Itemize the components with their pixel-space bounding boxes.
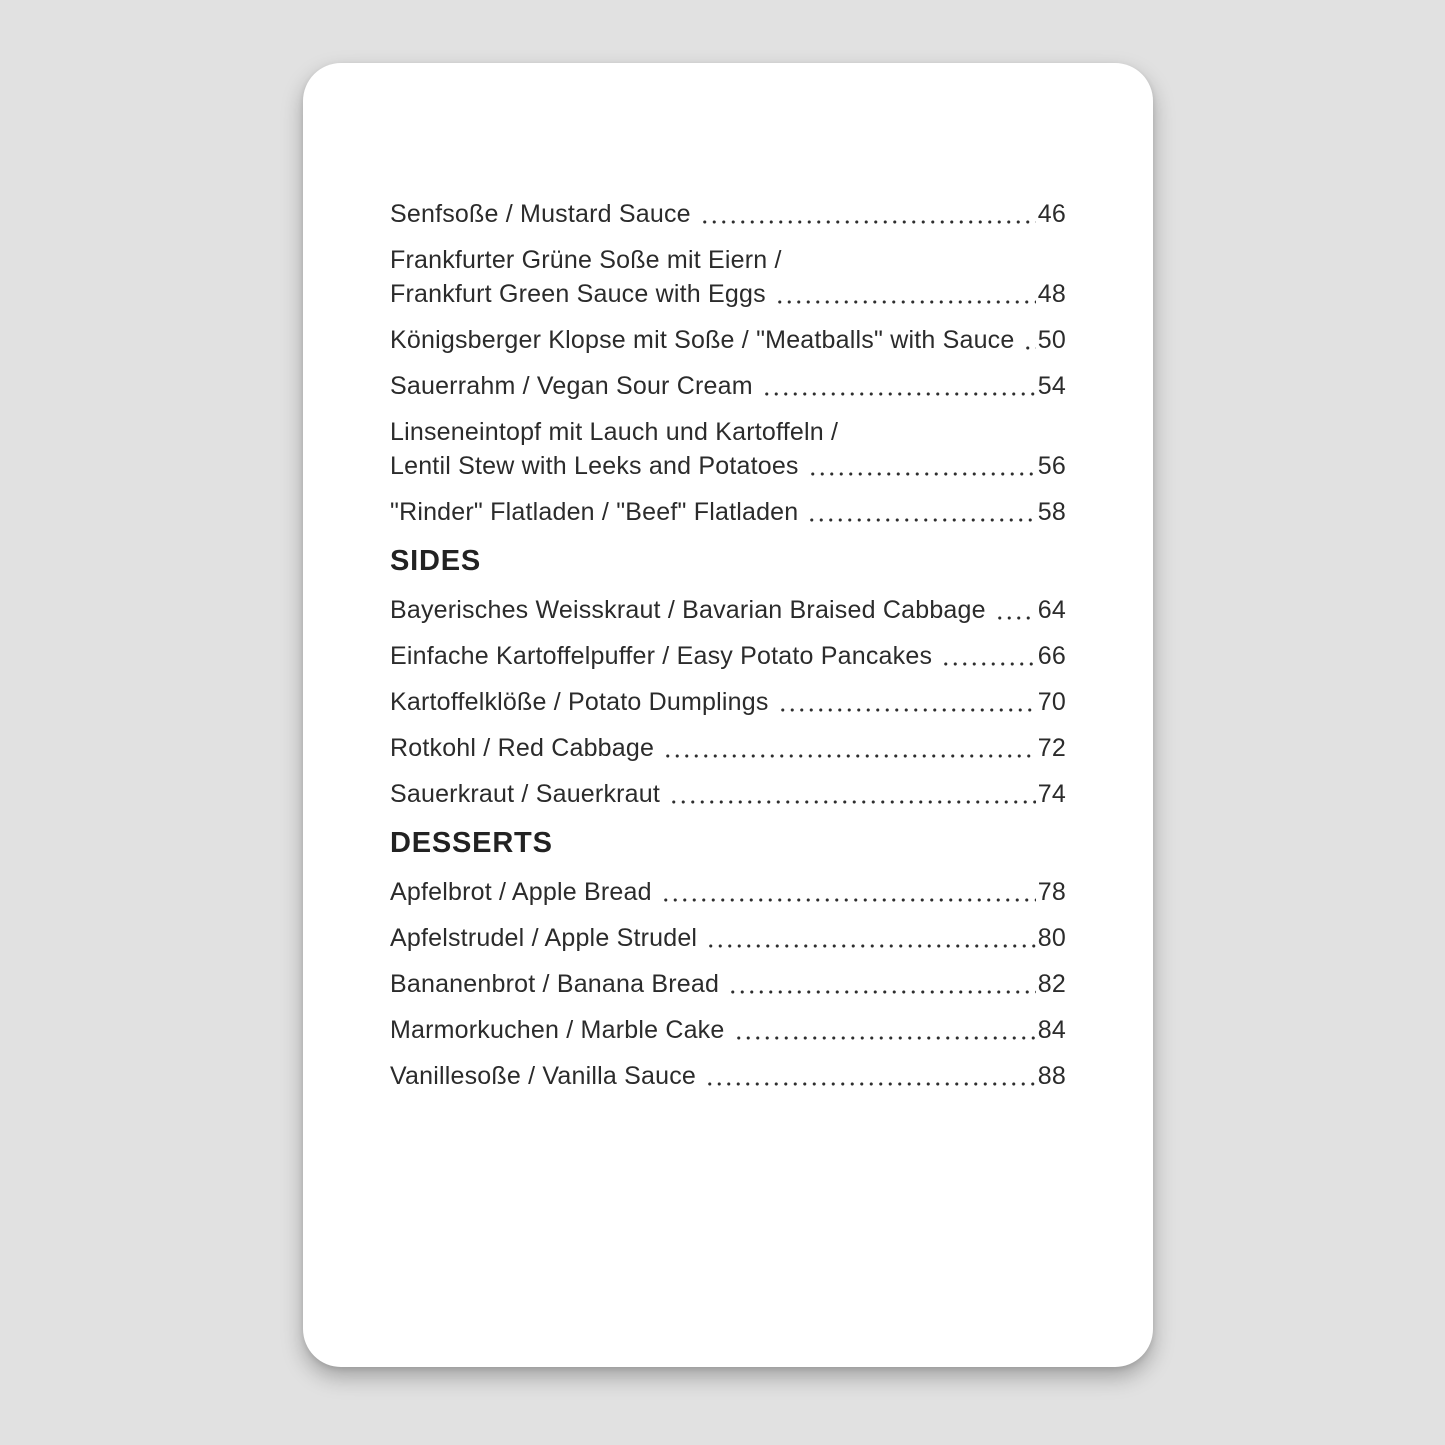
toc-entry-line: [390, 639, 1066, 673]
toc-entry-title: Sauerkraut / Sauerkraut: [390, 780, 661, 808]
toc-page-number: 74: [1037, 780, 1066, 808]
toc-entry-title: Sauerrahm / Vegan Sour Cream: [390, 372, 753, 400]
toc-page-number: 88: [1037, 1062, 1066, 1090]
toc-leader-dots: [805, 495, 1035, 529]
toc-page-number: 70: [1037, 688, 1066, 716]
toc-entry: [390, 967, 1066, 1001]
toc-entry-title: Kartoffelklöße / Potato Dumplings: [390, 688, 769, 716]
toc-entry: [390, 875, 1066, 909]
toc-entry-line: [390, 777, 1066, 811]
toc-entry: [390, 323, 1066, 357]
toc-entry-title: Vanillesoße / Vanilla Sauce: [390, 1062, 697, 1090]
toc-page-number: 80: [1037, 924, 1066, 952]
toc-entry-line: [390, 1059, 1066, 1093]
toc-entry-title: Lentil Stew with Leeks and Potatoes: [390, 452, 799, 480]
toc-entry-title: Bayerisches Weisskraut / Bavarian Braised Cabbage: [390, 596, 986, 624]
toc-entry-line: [390, 277, 1066, 311]
toc-page-number: 46: [1037, 200, 1066, 228]
toc-entry-line: [390, 593, 1066, 627]
toc-entry-line: [390, 449, 1066, 483]
toc-entry-line: [390, 495, 1066, 529]
toc-leader-dots: [732, 1013, 1036, 1047]
toc-entry: [390, 243, 1066, 311]
toc-entry-line: [390, 415, 1066, 449]
toc-page-number: 56: [1037, 452, 1066, 480]
toc-page-number: 84: [1037, 1016, 1066, 1044]
toc-entry-line: [390, 197, 1066, 231]
table-of-contents: [303, 63, 1153, 1093]
toc-entry-title: Marmorkuchen / Marble Cake: [390, 1016, 725, 1044]
toc-entry: [390, 593, 1066, 627]
toc-entry-title: Frankfurt Green Sauce with Eggs: [390, 280, 766, 308]
toc-entry-title: Rotkohl / Red Cabbage: [390, 734, 655, 762]
toc-page-number: 64: [1037, 596, 1066, 624]
toc-page-number: 54: [1037, 372, 1066, 400]
toc-entry: [390, 731, 1066, 765]
toc-entry-title: Königsberger Klopse mit Soße / "Meatballs" with Sauce: [390, 326, 1015, 354]
toc-leader-dots: [704, 921, 1036, 955]
toc-entry-title: Bananenbrot / Banana Bread: [390, 970, 720, 998]
toc-entry-title: Apfelbrot / Apple Bread: [390, 878, 652, 906]
toc-leader-dots: [760, 369, 1036, 403]
toc-leader-dots: [939, 639, 1036, 673]
section-heading-sides: SIDES: [390, 545, 482, 577]
toc-leader-dots: [773, 277, 1036, 311]
toc-page-number: 78: [1037, 878, 1066, 906]
toc-entry-title: Senfsoße / Mustard Sauce: [390, 200, 691, 228]
toc-entry-title: "Rinder" Flatladen / "Beef" Flatladen: [390, 498, 799, 526]
toc-page-number: 72: [1037, 734, 1066, 762]
toc-leader-dots: [659, 875, 1036, 909]
toc-leader-dots: [667, 777, 1036, 811]
toc-page-number: 66: [1037, 642, 1066, 670]
toc-entry: [390, 921, 1066, 955]
toc-entry-title: Linseneintopf mit Lauch und Kartoffeln /: [390, 418, 839, 446]
toc-entry: [390, 415, 1066, 483]
toc-entry-line: [390, 967, 1066, 1001]
toc-entry: [390, 197, 1066, 231]
toc-entry: [390, 777, 1066, 811]
toc-entry-title: Einfache Kartoffelpuffer / Easy Potato Pancakes: [390, 642, 933, 670]
toc-entry-line: [390, 243, 1066, 277]
toc-entry: [390, 495, 1066, 529]
toc-entry-title: Frankfurter Grüne Soße mit Eiern /: [390, 246, 782, 274]
toc-entry-line: [390, 369, 1066, 403]
toc-leader-dots: [661, 731, 1036, 765]
toc-leader-dots: [698, 197, 1036, 231]
toc-leader-dots: [806, 449, 1036, 483]
book-page: [303, 63, 1153, 1367]
toc-page-number: 58: [1037, 498, 1066, 526]
toc-entry: [390, 639, 1066, 673]
toc-entry-line: [390, 731, 1066, 765]
toc-page-number: 82: [1037, 970, 1066, 998]
toc-leader-dots: [703, 1059, 1036, 1093]
toc-entry: [390, 1013, 1066, 1047]
toc-entry: [390, 685, 1066, 719]
toc-entry-line: [390, 921, 1066, 955]
toc-entry-title: Apfelstrudel / Apple Strudel: [390, 924, 698, 952]
toc-page-number: 48: [1037, 280, 1066, 308]
toc-page-number: 50: [1037, 326, 1066, 354]
toc-leader-dots: [1021, 323, 1035, 357]
toc-entry: [390, 1059, 1066, 1093]
toc-entry: [390, 369, 1066, 403]
toc-leader-dots: [776, 685, 1036, 719]
toc-entry-line: [390, 323, 1066, 357]
toc-leader-dots: [726, 967, 1036, 1001]
toc-entry-line: [390, 1013, 1066, 1047]
toc-entry-line: [390, 685, 1066, 719]
section-heading-desserts: DESSERTS: [390, 827, 553, 859]
toc-entry-line: [390, 875, 1066, 909]
toc-leader-dots: [993, 593, 1036, 627]
